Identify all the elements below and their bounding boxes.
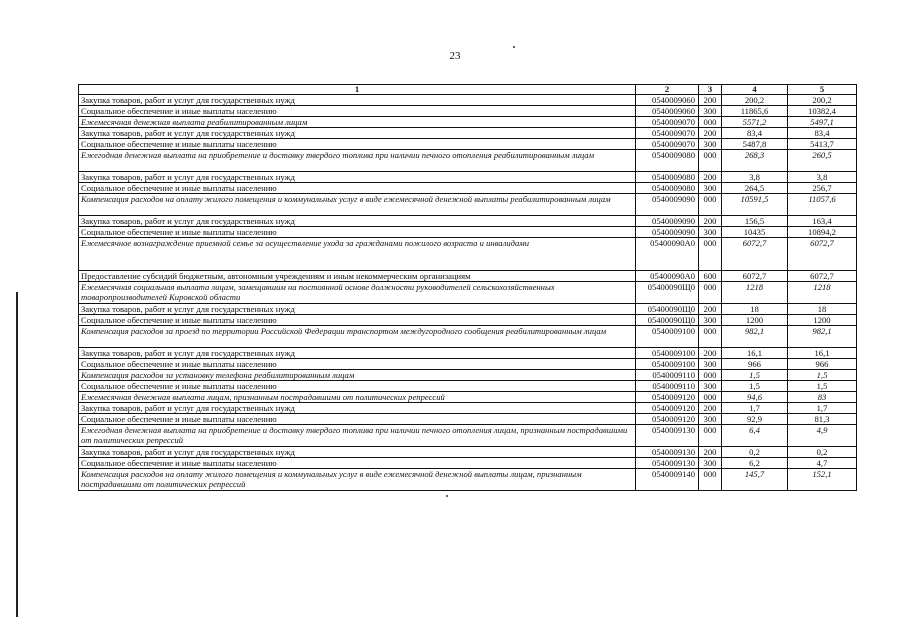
table-row: [79, 392, 857, 403]
row-value-col5-cell: 83,4: [788, 128, 857, 139]
row-code-cell: 0540009130: [636, 447, 699, 458]
row-value-col4-cell: 145,7: [722, 469, 788, 491]
row-expense-type-cell: 000: [699, 469, 722, 491]
table-row: [79, 458, 857, 469]
table-row: [79, 216, 857, 227]
row-name-cell: Социальное обеспечение и иные выплаты населению: [79, 106, 636, 117]
row-name-cell: Закупка товаров, работ и услуг для государственных нужд: [79, 128, 636, 139]
row-code-cell: 0540009100: [636, 348, 699, 359]
row-value-col4-cell: 982,1: [722, 326, 788, 348]
row-value-col5-cell: 4,9: [788, 425, 857, 447]
row-expense-type-cell: 200: [699, 216, 722, 227]
table-row: [79, 326, 857, 348]
row-expense-type-cell: 200: [699, 128, 722, 139]
header-cell: 3: [699, 85, 722, 95]
row-value-col4-cell: 966: [722, 359, 788, 370]
header-cell: 5: [788, 85, 857, 95]
row-code-cell: 0540009130: [636, 458, 699, 469]
row-name-cell: Закупка товаров, работ и услуг для государственных нужд: [79, 216, 636, 227]
row-expense-type-cell: 000: [699, 370, 722, 381]
row-value-col5-cell: 1218: [788, 282, 857, 304]
table-row: [79, 403, 857, 414]
row-name-cell: Социальное обеспечение и иные выплаты населению: [79, 315, 636, 326]
row-code-cell: 0540009090: [636, 194, 699, 216]
page-number: 23: [449, 50, 461, 62]
row-expense-type-cell: 300: [699, 381, 722, 392]
row-value-col4-cell: 1200: [722, 315, 788, 326]
row-name-cell: Закупка товаров, работ и услуг для государственных нужд: [79, 172, 636, 183]
row-expense-type-cell: 200: [699, 172, 722, 183]
row-value-col5-cell: 1200: [788, 315, 857, 326]
row-expense-type-cell: 300: [699, 315, 722, 326]
row-value-col4-cell: 11865,6: [722, 106, 788, 117]
row-expense-type-cell: 200: [699, 403, 722, 414]
row-value-col4-cell: 268,3: [722, 150, 788, 172]
table-body: [79, 95, 857, 491]
row-value-col4-cell: 92,9: [722, 414, 788, 425]
table-row: [79, 469, 857, 491]
row-value-col4-cell: 264,5: [722, 183, 788, 194]
table-row: [79, 150, 857, 172]
row-value-col4-cell: 1,5: [722, 381, 788, 392]
row-value-col4-cell: 6,4: [722, 425, 788, 447]
row-name-cell: Социальное обеспечение и иные выплаты населению: [79, 183, 636, 194]
row-code-cell: 05400090Щ0: [636, 315, 699, 326]
row-value-col5-cell: 966: [788, 359, 857, 370]
row-value-col5-cell: 163,4: [788, 216, 857, 227]
row-expense-type-cell: 300: [699, 139, 722, 150]
row-value-col5-cell: 5413,7: [788, 139, 857, 150]
table-row: [79, 227, 857, 238]
table-row: [79, 359, 857, 370]
table-row: [79, 370, 857, 381]
row-value-col4-cell: 1218: [722, 282, 788, 304]
table-row: [79, 194, 857, 216]
row-code-cell: 0540009090: [636, 216, 699, 227]
table-row: [79, 238, 857, 271]
row-value-col5-cell: 10894,2: [788, 227, 857, 238]
table-row: [79, 139, 857, 150]
row-value-col4-cell: 10435: [722, 227, 788, 238]
row-expense-type-cell: 000: [699, 425, 722, 447]
row-value-col5-cell: 3,8: [788, 172, 857, 183]
row-code-cell: 0540009100: [636, 359, 699, 370]
row-value-col4-cell: 10591,5: [722, 194, 788, 216]
scan-speck: [446, 495, 448, 497]
row-value-col4-cell: 94,6: [722, 392, 788, 403]
row-code-cell: 0540009120: [636, 392, 699, 403]
row-value-col4-cell: 156,5: [722, 216, 788, 227]
row-name-cell: Социальное обеспечение и иные выплаты населению: [79, 227, 636, 238]
row-code-cell: 05400090Щ0: [636, 304, 699, 315]
row-value-col4-cell: 0,2: [722, 447, 788, 458]
row-expense-type-cell: 300: [699, 414, 722, 425]
row-value-col5-cell: 83: [788, 392, 857, 403]
row-value-col5-cell: 81,3: [788, 414, 857, 425]
row-name-cell: Социальное обеспечение и иные выплаты населению: [79, 139, 636, 150]
table-row: [79, 348, 857, 359]
table-row: [79, 425, 857, 447]
row-code-cell: 0540009080: [636, 172, 699, 183]
table-row: [79, 282, 857, 304]
table-row: [79, 304, 857, 315]
scan-speck: [513, 46, 515, 48]
row-name-cell: Ежемесячная социальная выплата лицам, замещавшим на постоянной основе должности руководителей сельскохозяйственных товаропроизводителей Кировской области: [79, 282, 636, 304]
row-value-col5-cell: 1,5: [788, 381, 857, 392]
row-value-col5-cell: 982,1: [788, 326, 857, 348]
table-row: [79, 381, 857, 392]
row-value-col5-cell: 1,5: [788, 370, 857, 381]
row-value-col5-cell: 4,7: [788, 458, 857, 469]
row-value-col5-cell: 6072,7: [788, 238, 857, 271]
row-expense-type-cell: 000: [699, 326, 722, 348]
row-expense-type-cell: 000: [699, 117, 722, 128]
row-code-cell: 0540009060: [636, 106, 699, 117]
row-expense-type-cell: 300: [699, 106, 722, 117]
row-value-col5-cell: 200,2: [788, 95, 857, 106]
row-value-col5-cell: 1,7: [788, 403, 857, 414]
header-cell: 1: [79, 85, 636, 95]
row-code-cell: 05400090А0: [636, 238, 699, 271]
row-code-cell: 0540009100: [636, 326, 699, 348]
row-expense-type-cell: 200: [699, 348, 722, 359]
row-code-cell: 0540009080: [636, 183, 699, 194]
row-code-cell: 0540009070: [636, 139, 699, 150]
row-name-cell: Социальное обеспечение и иные выплаты населению: [79, 414, 636, 425]
scan-margin-line: [16, 292, 18, 617]
row-expense-type-cell: 300: [699, 183, 722, 194]
row-name-cell: Закупка товаров, работ и услуг для государственных нужд: [79, 348, 636, 359]
row-value-col4-cell: 6072,7: [722, 271, 788, 282]
row-value-col4-cell: 83,4: [722, 128, 788, 139]
row-value-col5-cell: 260,5: [788, 150, 857, 172]
row-value-col4-cell: 6072,7: [722, 238, 788, 271]
row-value-col5-cell: 16,1: [788, 348, 857, 359]
row-value-col4-cell: 1,5: [722, 370, 788, 381]
row-value-col4-cell: 6,2: [722, 458, 788, 469]
row-value-col4-cell: 18: [722, 304, 788, 315]
table-header-row: [79, 85, 857, 95]
row-name-cell: Компенсация расходов за проезд по территории Российской Федерации транспортом междугородного сообщения реабилитированным лицам: [79, 326, 636, 348]
row-value-col4-cell: 1,7: [722, 403, 788, 414]
row-value-col5-cell: 11057,6: [788, 194, 857, 216]
row-expense-type-cell: 200: [699, 304, 722, 315]
row-name-cell: Ежемесячная денежная выплата лицам, признанным пострадавшими от политических репрессий: [79, 392, 636, 403]
row-value-col5-cell: 0,2: [788, 447, 857, 458]
row-value-col5-cell: 256,7: [788, 183, 857, 194]
row-expense-type-cell: 000: [699, 392, 722, 403]
table-row: [79, 128, 857, 139]
row-expense-type-cell: 200: [699, 447, 722, 458]
row-code-cell: 05400090Щ0: [636, 282, 699, 304]
row-code-cell: 0540009130: [636, 425, 699, 447]
row-value-col4-cell: 5571,2: [722, 117, 788, 128]
row-value-col5-cell: 10382,4: [788, 106, 857, 117]
row-expense-type-cell: 200: [699, 95, 722, 106]
row-name-cell: Закупка товаров, работ и услуг для государственных нужд: [79, 304, 636, 315]
row-value-col4-cell: 3,8: [722, 172, 788, 183]
row-name-cell: Социальное обеспечение и иные выплаты населению: [79, 381, 636, 392]
row-name-cell: Компенсация расходов на оплату жилого помещения и коммунальных услуг в виде ежемесячной денежной выплаты лицам, признанным пострадавшими от политических репрессий: [79, 469, 636, 491]
row-name-cell: Ежемесячное вознаграждение приемной семье за осуществление ухода за гражданами пожилого возраста и инвалидами: [79, 238, 636, 271]
row-expense-type-cell: 600: [699, 271, 722, 282]
table-row: [79, 414, 857, 425]
row-code-cell: 0540009110: [636, 381, 699, 392]
row-name-cell: Компенсация расходов на оплату жилого помещения и коммунальных услуг в виде ежемесячной денежной выплаты реабилитированным лицам: [79, 194, 636, 216]
row-code-cell: 0540009140: [636, 469, 699, 491]
row-expense-type-cell: 300: [699, 458, 722, 469]
row-expense-type-cell: 000: [699, 238, 722, 271]
row-name-cell: Ежемесячная денежная выплата реабилитированным лицам: [79, 117, 636, 128]
table-row: [79, 106, 857, 117]
table-row: [79, 447, 857, 458]
table-row: [79, 315, 857, 326]
row-value-col4-cell: 5487,8: [722, 139, 788, 150]
row-code-cell: 0540009090: [636, 227, 699, 238]
row-value-col5-cell: 18: [788, 304, 857, 315]
row-expense-type-cell: 000: [699, 194, 722, 216]
header-cell: 4: [722, 85, 788, 95]
row-name-cell: Компенсация расходов за установку телефона реабилитированным лицам: [79, 370, 636, 381]
row-name-cell: Социальное обеспечение и иные выплаты населению: [79, 359, 636, 370]
row-code-cell: 0540009070: [636, 128, 699, 139]
row-code-cell: 0540009120: [636, 414, 699, 425]
row-expense-type-cell: 000: [699, 282, 722, 304]
table-row: [79, 271, 857, 282]
header-cell: 2: [636, 85, 699, 95]
table-row: [79, 117, 857, 128]
table-row: [79, 172, 857, 183]
row-code-cell: 0540009060: [636, 95, 699, 106]
row-value-col4-cell: 16,1: [722, 348, 788, 359]
row-name-cell: Закупка товаров, работ и услуг для государственных нужд: [79, 447, 636, 458]
row-code-cell: 0540009110: [636, 370, 699, 381]
row-name-cell: Ежегодная денежная выплата на приобретение и доставку твердого топлива при наличии печного отопления лицам, признанным пострадавшими от политических репрессий: [79, 425, 636, 447]
row-name-cell: Закупка товаров, работ и услуг для государственных нужд: [79, 403, 636, 414]
row-name-cell: Ежегодная денежная выплата на приобретение и доставку твердого топлива при наличии печного отопления реабилитированным лицам: [79, 150, 636, 172]
budget-table: [78, 84, 857, 491]
row-name-cell: Закупка товаров, работ и услуг для государственных нужд: [79, 95, 636, 106]
row-code-cell: 0540009070: [636, 117, 699, 128]
row-value-col5-cell: 152,1: [788, 469, 857, 491]
row-code-cell: 05400090А0: [636, 271, 699, 282]
row-name-cell: Предоставление субсидий бюджетным, автономным учреждениям и иным некоммерческим организациям: [79, 271, 636, 282]
row-value-col5-cell: 5497,1: [788, 117, 857, 128]
row-expense-type-cell: 300: [699, 359, 722, 370]
row-name-cell: Социальное обеспечение и иные выплаты населению: [79, 458, 636, 469]
table-row: [79, 95, 857, 106]
row-value-col5-cell: 6072,7: [788, 271, 857, 282]
row-value-col4-cell: 200,2: [722, 95, 788, 106]
row-expense-type-cell: 300: [699, 227, 722, 238]
row-code-cell: 0540009080: [636, 150, 699, 172]
table-row: [79, 183, 857, 194]
row-code-cell: 0540009120: [636, 403, 699, 414]
row-expense-type-cell: 000: [699, 150, 722, 172]
